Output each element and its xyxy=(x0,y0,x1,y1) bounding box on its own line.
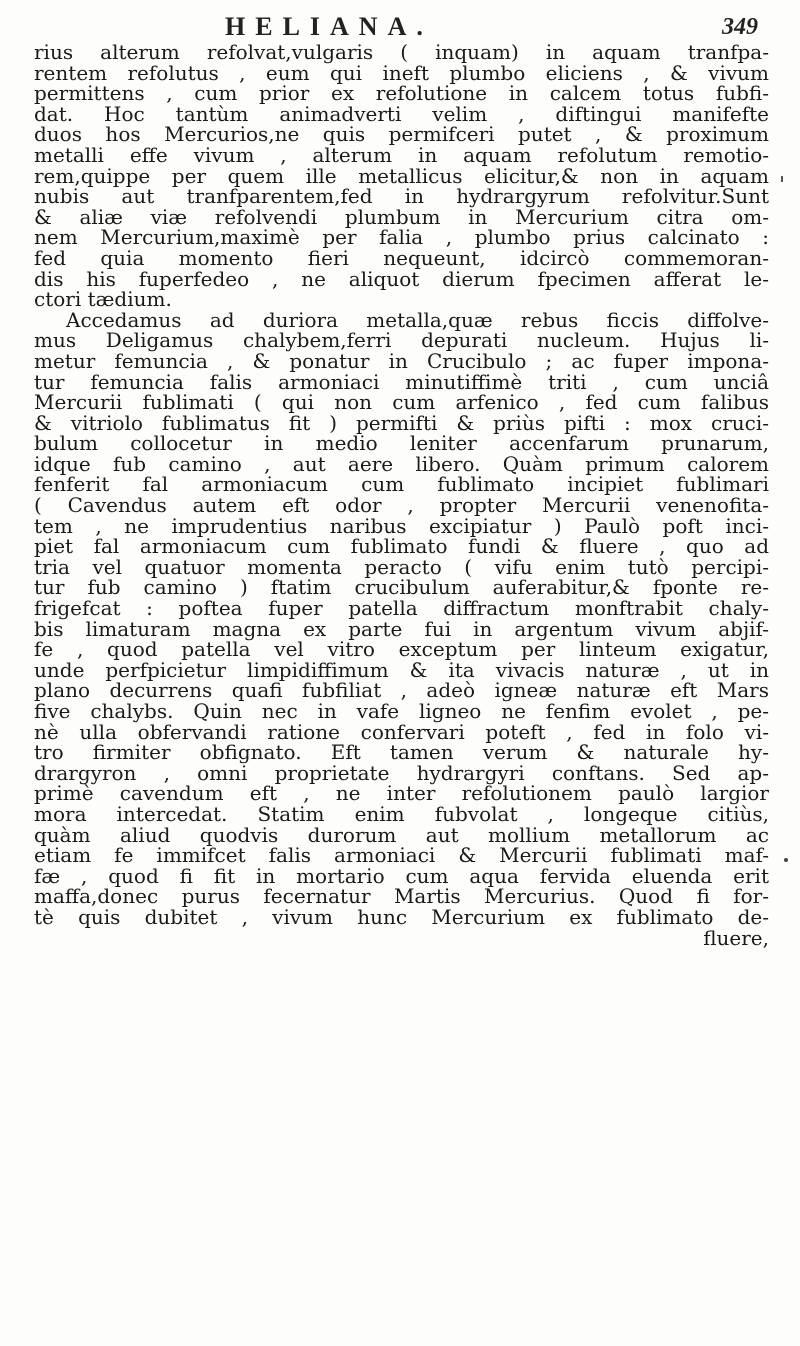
text-line: metur femuncia , & ponatur in Crucibulo ; ac fuper impona- xyxy=(34,348,769,373)
text-line: fe , quod patella vel vitro exceptum per linteum exigatur, xyxy=(34,637,769,662)
text-line: tur femuncia falis armoniaci minutiffimè triti , cum unciâ xyxy=(34,369,769,394)
text-line: fæ , quod fi fit in mortario cum aqua fervida eluenda erit xyxy=(34,863,769,888)
text-line: mus Deligamus chalybem,ferri depurati nucleum. Hujus li- xyxy=(34,328,769,353)
text-line: tem , ne imprudentius naribus excipiatur ) Paulò poft inci- xyxy=(34,513,769,538)
text-line: ctori tædium. xyxy=(34,287,172,312)
text-line: piet fal armoniacum cum fublimato fundi & fluere , quo ad xyxy=(34,534,769,559)
text-line: rentem refolutus , eum qui ineft plumbo eliciens , & vivum xyxy=(34,60,769,85)
text-line: duos hos Mercurios,ne quis permifceri putet , & proximum xyxy=(34,122,769,147)
text-line: plano decurrens quafi fubfiliat , adeò igneæ naturæ eft Mars xyxy=(34,678,769,703)
text-line: Mercurii fublimati ( qui non cum arfenico , fed cum falibus xyxy=(34,390,769,415)
text-line: maffa,donec purus fecernatur Martis Mercurius. Quod fi for- xyxy=(34,884,769,909)
text-line: dat. Hoc tantùm animadverti velim , diftingui manifefte xyxy=(34,101,769,126)
body-text xyxy=(34,42,769,948)
text-line: quàm aliud quodvis durorum aut mollium metallorum ac xyxy=(34,822,769,847)
text-line: nem Mercurium,maximè per falia , plumbo prius calcinato : xyxy=(34,225,769,250)
text-line: bulum collocetur in medio leniter accenfarum prunarum, xyxy=(34,431,769,456)
margin-mark-upper xyxy=(781,176,783,182)
text-line: bis limaturam magna ex parte fui in argentum vivum abjif- xyxy=(34,616,769,641)
page-header xyxy=(0,12,800,42)
text-line: tur fub camino ) ftatim crucibulum auferabitur,& fponte re- xyxy=(34,575,769,600)
page-number: 349 xyxy=(722,14,758,40)
text-line: etiam fe immifcet falis armoniaci & Mercurii fublimati maf- xyxy=(34,843,769,868)
running-head: HELIANA. xyxy=(225,12,433,41)
text-line: drargyron , omni proprietate hydrargyri conftans. Sed ap- xyxy=(34,760,769,785)
text-line: rem,quippe per quem ille metallicus elicitur,& non in aquam xyxy=(34,163,769,188)
text-line: frigefcat : poftea fuper patella diffractum monftrabit chaly- xyxy=(34,596,769,621)
paragraph-start: Accedamus ad duriora metalla,quæ rebus ficcis diffolve- xyxy=(66,307,769,332)
text-line: five chalybs. Quin nec in vafe ligneo ne fenfim evolet , pe- xyxy=(34,699,769,723)
text-line: permittens , cum prior ex refolutione in calcem totus fubfi- xyxy=(34,81,769,106)
margin-mark-lower xyxy=(784,858,788,862)
text-line: nè ulla obfervandi ratione confervari poteft , fed in folo vi- xyxy=(34,719,769,744)
text-line: mora intercedat. Statim enim fubvolat , longeque citiùs, xyxy=(34,801,769,826)
text-line: tè quis dubitet , vivum hunc Mercurium ex fublimato de- xyxy=(34,904,769,929)
text-line: metalli effe vivum , alterum in aquam refolutum remotio- xyxy=(34,142,769,167)
text-line: tria vel quatuor momenta peracto ( vifu enim tutò percipi- xyxy=(34,554,769,579)
text-line: dis his fuperfedeo , ne aliquot dierum fpecimen afferat le- xyxy=(34,266,769,291)
text-line: & vitriolo fublimatus fit ) permifti & priùs pifti : mox cruci- xyxy=(34,410,769,435)
catchword: fluere, xyxy=(703,925,769,950)
text-line: tro firmiter obfignato. Eft tamen verum & naturale hy- xyxy=(34,740,769,765)
text-line: idque fub camino , aut aere libero. Quàm primum calorem xyxy=(34,451,769,476)
text-line: unde perfpicietur limpidiffimum & ita vivacis naturæ , ut in xyxy=(34,657,769,682)
text-line: rius alterum refolvat,vulgaris ( inquam) in aquam tranfpa- xyxy=(34,40,769,64)
text-line: fenferit fal armoniacum cum fublimato incipiet fublimari xyxy=(34,472,769,497)
text-line: fed quia momento fieri nequeunt, idcircò commemoran- xyxy=(34,245,769,270)
text-line: & aliæ viæ refolvendi plumbum in Mercurium citra om- xyxy=(34,204,769,229)
text-line: nubis aut tranfparentem,fed in hydrargyrum refolvitur.Sunt xyxy=(34,184,769,209)
text-line: primè cavendum eft , ne inter refolutionem paulò largior xyxy=(34,781,769,806)
text-line: ( Cavendus autem eft odor , propter Mercurii venenofita- xyxy=(34,493,769,518)
